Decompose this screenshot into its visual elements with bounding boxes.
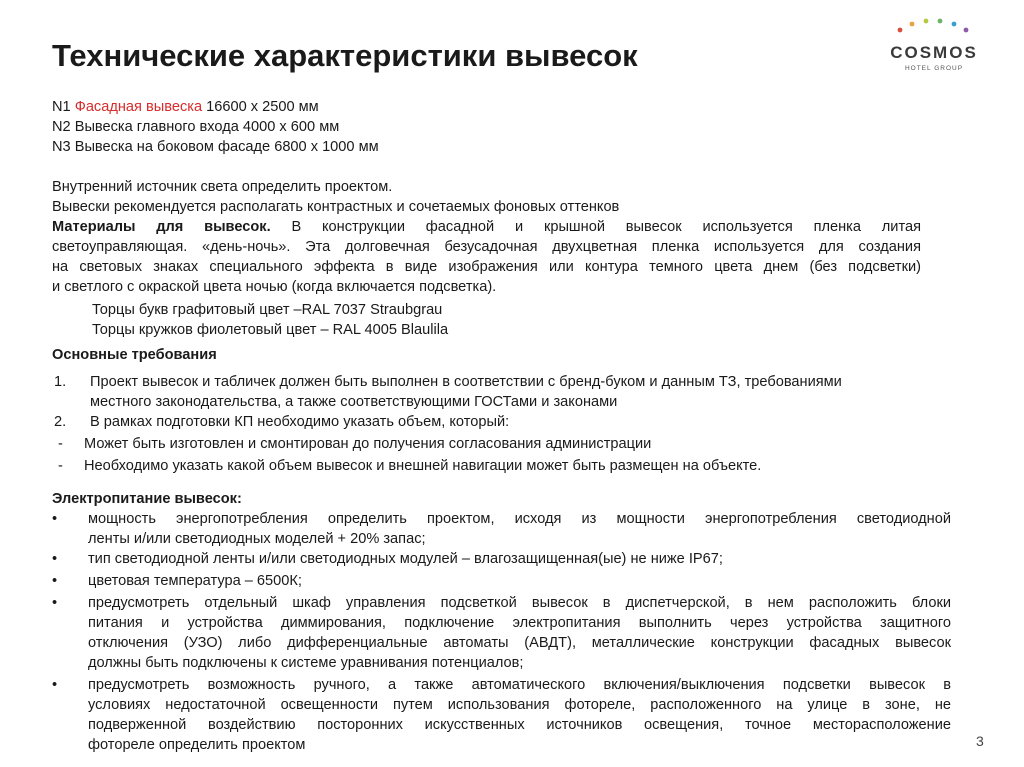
circle-edges-color: Торцы кружков фиолетовый цвет – RAL 4005 Blaulila [92, 322, 449, 338]
requirement-dash-item: Необходимо указать какой объем вывесок и внешней навигации может быть размещен на объекте. [84, 458, 762, 474]
materials-line: светоуправляющая. «день-ночь». Эта долговечная безусадочная двухцветная пленка используется для создания [52, 239, 921, 255]
logo-dot [938, 19, 943, 24]
size-line-n1 [52, 97, 319, 117]
bullet: • [52, 677, 58, 693]
list-marker: 1. [54, 374, 67, 390]
requirement-item-2: В рамках подготовки КП необходимо указать объем, который: [90, 414, 510, 430]
requirement-item-1-line: местного законодательства, а также соответствующими ГОСТами и законами [90, 394, 618, 410]
logo-wordmark: COSMOS [890, 43, 978, 62]
bullet: • [52, 573, 58, 589]
logo-dot [924, 19, 929, 24]
page-title: Технические характеристики вывесок [52, 38, 638, 73]
light-source-text: Внутренний источник света определить проектом. [52, 179, 393, 195]
power-item-5: предусмотреть возможность ручного, а также автоматического включения/выключения подсветки вывесок в условиях недостаточной освещенности путем использования фотореле, расположенного на улице в зоне, не подверженной воздействию посторонних искусственных источников освещения, точное месторасположение фотореле определить проектом [88, 677, 951, 753]
bullet: • [52, 511, 58, 527]
materials-paragraph [52, 217, 921, 297]
size-n1-dimensions: 16600 х 2500 мм [206, 99, 319, 115]
size-line-n3: N3 Вывеска на боковом фасаде 6800 х 1000 мм [52, 139, 379, 155]
materials-label: Материалы для вывесок. [52, 219, 271, 235]
size-n1-number: N1 [52, 99, 71, 115]
light-contrast-text: Вывески рекомендуется располагать контрастных и сочетаемых фоновых оттенков [52, 199, 620, 215]
bullet: • [52, 551, 58, 567]
logo-dot [964, 28, 969, 33]
requirement-item-1-line: Проект вывесок и табличек должен быть выполнен в соответствии с бренд-буком и данным ТЗ, требованиями [90, 374, 842, 390]
logo-dot [898, 28, 903, 33]
size-n1-facade-label: Фасадная вывеска [74, 99, 203, 115]
size-line-n2: N2 Вывеска главного входа 4000 х 600 мм [52, 119, 340, 135]
logo-subtitle: HOTEL GROUP [904, 65, 964, 72]
power-item-3: цветовая температура – 6500К; [88, 573, 302, 589]
page-number: 3 [976, 733, 984, 749]
materials-line: на световых знаках специального эффекта в виде изображения или контура темного цвета днем (без подсветки) [52, 259, 921, 275]
letter-edges-color: Торцы букв графитовый цвет –RAL 7037 Straubgrau [92, 302, 443, 318]
materials-line: и светлого с окраской цвета ночью (когда включается подсветка). [52, 279, 497, 295]
bullet: • [52, 595, 58, 611]
logo-dot [952, 22, 957, 27]
logo-dot [910, 22, 915, 27]
power-item-4: предусмотреть отдельный шкаф управления подсветкой вывесок в диспетчерской, в нем расположить блоки питания и устройства диммирования, подключение электропитания выполнить через устройства защитного отключения (УЗО) либо дифференциальные автоматы (АВДТ), металлические конструкции фасадных вывесок должны быть подключены к системе уравнивания потенциалов; [88, 595, 951, 671]
list-marker: - [58, 436, 63, 452]
list-marker: - [58, 458, 63, 474]
requirements-heading: Основные требования [52, 347, 217, 363]
power-heading: Электропитание вывесок: [52, 491, 242, 507]
cosmos-logo [878, 18, 986, 74]
logo-dots-icon [892, 18, 972, 34]
requirement-dash-item: Может быть изготовлен и смонтирован до получения согласования администрации [84, 436, 652, 452]
materials-line: Материалы для вывесок. В конструкции фасадной и крышной вывесок используется пленка литая [52, 219, 921, 235]
power-item-1: мощность энергопотребления определить проектом, исходя из мощности энергопотребления светодиодной ленты и/или светодиодных моделей + 20% запас; [88, 511, 951, 547]
list-marker: 2. [54, 414, 67, 430]
power-item-2: тип светодиодной ленты и/или светодиодных модулей – влагозащищенная(ые) не ниже IP67; [88, 551, 723, 567]
